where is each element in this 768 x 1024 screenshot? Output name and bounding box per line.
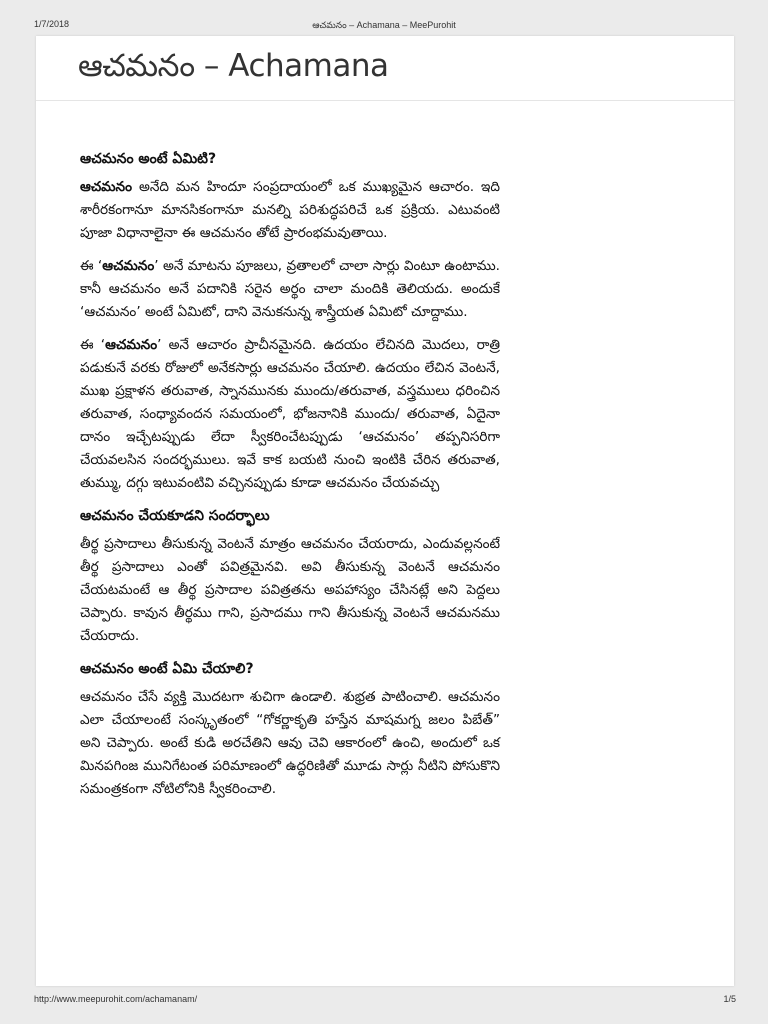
print-date: 1/7/2018 — [34, 19, 70, 29]
paragraph: ఆచమనం చేసే వ్యక్తి మొదటగా శుచిగా ఉండాలి. శుభ్రత పాటించాలి. ఆచమనం ఎలా చేయాలంటే సంస్కృతంలో “గోకర్ణాకృతి హస్తేన మాషమగ్న జలం పిబేత్” అని చెప్పారు. అంటే కుడి అరచేతిని ఆవు చెవి ఆకారంలో ఉంచి, అందులో ఒక మినపగింజ మునిగేటంత పరిమాణంలో ఉద్ధరిణితో మూడు సార్లు నీటిని పోసుకొని సమంత్రకంగా నోటిలోనికి స్వీకరించాలి. — [80, 689, 500, 797]
quote-open: ఈ ‘ — [80, 337, 106, 353]
bold-term: ఆచమనం — [105, 337, 158, 353]
section-heading-what-is-achamana: ఆచమనం అంటే ఏమిటి? — [80, 151, 217, 167]
print-footer — [0, 992, 768, 1012]
article-body — [80, 148, 500, 811]
paragraph-text: అనేది మన హిందూ సంప్రదాయంలో ఒక ముఖ్యమైన ఆచారం. ఇది శారీరకంగానూ మానసికంగానూ మనల్ని పరిశుద్ధపరిచే ఒక ప్రక్రియ. ఎటువంటి పూజా విధానాలైనా ఈ ఆచమనం తోటే ప్రారంభమవుతాయి. — [80, 179, 500, 241]
title-bar — [36, 36, 734, 101]
paragraph-text: ’ అనే ఆచారం ప్రాచీనమైనది. ఉదయం లేచినది మొదలు, రాత్రి పడుకునే వరకు రోజులో అనేకసార్లు ఆచమనం చేయాలి. ఉదయం లేచిన వెంటనే, ముఖ ప్రక్షాళన తరువాత, స్నానమునకు ముందు/తరువాత, వస్త్రములు ధరించిన తరువాత, సంధ్యావందన సమయంలో, భోజనానికి ముందు/ తరువాత, ఏదైనా దానం ఇచ్చేటప్పుడు లేదా స్వీకరించేటప్పుడు ‘ఆచమనం’ తప్పనిసరిగా చేయవలసిన సందర్భములు. ఇవే కాక బయటి నుంచి ఇంటికి చేరిన తరువాత, తుమ్ము, దగ్గు ఇటువంటివి వచ్చినప్పుడు కూడా ఆచమనం చేయవచ్చు — [80, 337, 500, 491]
paragraph — [80, 334, 500, 495]
section-heading-when-not-to: ఆచమనం చేయకూడని సందర్భాలు — [80, 508, 270, 524]
paragraph — [80, 255, 500, 324]
paragraph — [80, 176, 500, 245]
print-page-title: ఆచమనం – Achamana – MeePurohit — [312, 20, 456, 30]
bold-term: ఆచమనం — [80, 179, 132, 195]
page-title: ఆచమనం – Achamana — [78, 48, 389, 84]
print-page-number: 1/5 — [723, 994, 736, 1004]
section-heading-how-to: ఆచమనం అంటే ఏమి చేయాలి? — [80, 661, 254, 677]
quote-open: ఈ ‘ — [80, 258, 103, 274]
page-sheet — [36, 36, 734, 986]
print-url: http://www.meepurohit.com/achamanam/ — [34, 994, 198, 1004]
bold-term: ఆచమనం — [102, 258, 155, 274]
paragraph-text: ’ అనే మాటను పూజలు, వ్రతాలలో చాలా సార్లు వింటూ ఉంటాము. కానీ ఆచమనం అనే పదానికి సరైన అర్థం చాలా మందికి తెలియదు. అందుకే ‘ఆచమనం’ అంటే ఏమిటో, దాని వెనుకనున్న శాస్త్రీయత ఏమిటో చూద్దాము. — [80, 258, 501, 320]
print-header — [0, 0, 768, 36]
paragraph: తీర్థ ప్రసాదాలు తీసుకున్న వెంటనే మాత్రం ఆచమనం చేయరాదు, ఎందువల్లనంటే తీర్థ ప్రసాదాలు ఎంతో పవిత్రమైనవి. అవి తీసుకున్న వెంటనే ఆచమనం చేయటమంటే ఆ తీర్థ ప్రసాదాల పవిత్రతను అపహాస్యం చేసినట్లే అని పెద్దలు చెప్పారు. కావున తీర్థము గాని, ప్రసాదము గాని తీసుకున్న వెంటనే ఆచమనము చేయరాదు. — [80, 536, 500, 644]
